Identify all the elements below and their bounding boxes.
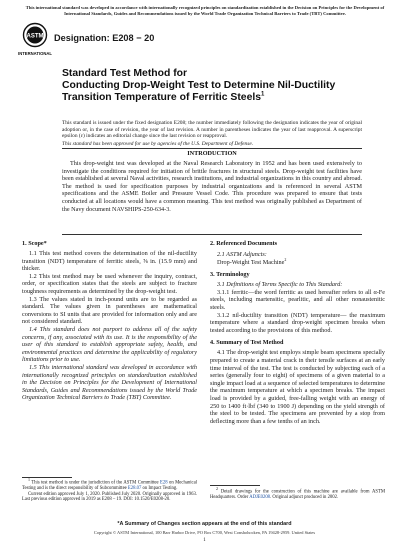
- title-line-1: Standard Test Method for: [62, 68, 188, 79]
- approved-note: This standard has been approved for use by agencies of the U.S. Department of Defense.: [62, 141, 254, 147]
- astm-adjuncts-label: 2.1 ASTM Adjuncts:: [217, 251, 267, 258]
- footnote-1-text-a: This test method is under the jurisdiction of the ASTM Committee: [31, 480, 159, 486]
- logo-text: INTERNATIONAL: [18, 51, 52, 56]
- adjunct-item: [210, 256, 385, 267]
- left-column: [22, 240, 197, 402]
- title-line-3-text: Transition Temperature of Ferritic Steels: [62, 92, 262, 104]
- svg-text:ASTM: ASTM: [26, 33, 44, 40]
- introduction-heading: INTRODUCTION: [187, 150, 237, 157]
- paragraph-1-2: 1.2 This test method may be used whenever the inquiry, contract, order, or specification states that the steels are subject to fracture toughness requirements as determined by the drop-weight test.: [22, 272, 197, 295]
- paragraph-3-1-1: 3.1.1 ferritic—the word ferritic as used hereafter refers to all α-Fe steels, including martensitic, pearlitic, and all other nonaustenitic steels.: [210, 288, 385, 311]
- paragraph-3-1: 3.1 Definitions of Terms Specific to This Standard:: [217, 281, 343, 289]
- paragraph-4-1: 4.1 The drop-weight test employs simple beam specimens specially prepared to create a material crack in their tensile surfaces at an early time interval of the test. The test is conducted by subjecting each of a series (generally four to eight) of specimens of a given material to a single impact load at a sequence of selected temperatures to determine the maximum temperature at which a specimen breaks. The impact load is provided by a guided, free-falling weight with an energy of 250 to 1400 ft·lbf (340 to 1900 J) depending on the yield strength of the steel to be tested. The specimens are prevented by a stop from deflecting more than a few tenths of an inch.: [210, 349, 385, 425]
- footnote-1-jurisdiction: 1 This test method is under the jurisdiction of the ASTM Committee E28 on Mechanical Testing and is the direct responsibility of Subcommittee E28.07 on Impact Testing.: [22, 477, 198, 492]
- referenced-documents-heading: 2. Referenced Documents: [210, 240, 278, 247]
- footnote-2: 2 Detail drawings for the construction of this machine are available from ASTM Headquarters. Order ADJE0208. Original adjunct produced in 2002.: [210, 486, 386, 501]
- top-notice: This international standard was developed in accordance with internationally recognized principles on standardization established in the Decision on Principles for the Development of International Standards, Guides and Recommendations issued by the World Trade Organization Technical Barriers to Trade (TBT) Committee.: [25, 5, 385, 16]
- astm-logo: [18, 22, 52, 60]
- adjunct-adje0208-link[interactable]: ADJE0208: [249, 495, 271, 501]
- title-line-3: [62, 92, 362, 104]
- footnote-2-text-a: Detail drawings for the construction of this machine are available from ASTM Headquarters. Order: [210, 489, 386, 501]
- subcommittee-e28-07-link[interactable]: E28.07: [127, 486, 142, 492]
- paragraph-1-5: 1.5 This international standard was developed in accordance with internationally recognized principles on standardization established in the Decision on Principles for the Development of International Standards, Guides and Recommendations issued by the World Trade Organization Technical Barriers to Trade (TBT) Committee.: [22, 363, 197, 402]
- standard-note: This standard is issued under the fixed designation E208; the number immediately following the designation indicates the year of original adoption or, in the case of revision, the year of last revision. A number in parentheses indicates the year of last reapproval. A superscript epsilon (ε) indicates an editorial change since the last revision or reapproval.: [62, 120, 362, 140]
- terminology-heading: 3. Terminology: [210, 271, 250, 279]
- footnote-1-text-b: on Mechanical Testing and is the direct responsibility of Subcommittee: [22, 480, 198, 492]
- paragraph-1-4: 1.4 This standard does not purport to address all of the safety concerns, if any, associated with its use. It is the responsibility of the user of this standard to establish appropriate safety, health, and environmental practices and determine the applicability of regulatory limitations prior to use.: [22, 325, 197, 364]
- astm-logo-icon: [18, 22, 52, 60]
- title-block: [62, 68, 362, 105]
- summary-of-changes-note: *A Summary of Changes section appears at the end of this standard: [117, 521, 292, 527]
- adjunct-machine: Drop-Weight Test Machine: [217, 258, 285, 266]
- footnote-1-text-c: on Impact Testing.: [142, 486, 178, 492]
- scope-heading: 1. Scope*: [22, 240, 47, 247]
- page-number: 1: [203, 538, 206, 543]
- introduction-text: This drop-weight test was developed at the Naval Research Laboratory in 1952 and has been used extensively to investigate the conditions required for initiation of brittle fractures in structural steels. Drop-weight test facilities have been established at several Naval activities, research institutions, and industrial organizations in this country and abroad. The method is used for specification purposes by industrial organizations and is referenced in several ASTM specifications and the ASME Boiler and Pressure Vessel Code. This procedure was prepared to ensure that tests conducted at all locations would have a common meaning. This test method was originally published as Department of the Navy document NAVSHIPS-250-634-3.: [62, 160, 362, 213]
- title-footnote-ref: 1: [261, 91, 265, 98]
- footnote-1: [22, 477, 198, 503]
- footnote-2-text-b: . Original adjunct produced in 2002.: [270, 495, 339, 501]
- designation: Designation: E208 − 20: [54, 33, 155, 43]
- divider: [62, 148, 362, 149]
- paragraph-3-1-2: 3.1.2 nil-ductility transition (NDT) temperature— the maximum temperature where a standard drop-weight specimen breaks when tested according to the provisions of this method.: [210, 311, 385, 334]
- footnote-1-edition: Current edition approved July 1, 2020. Published July 2020. Originally approved in 1963. Last previous edition approved in 2019 as E208 – 19. DOI: 10.1520/E0208-20.: [22, 491, 197, 503]
- copyright-line: Copyright © ASTM International, 100 Barr Harbor Drive, PO Box C700, West Conshohocken, PA 19428-2959. United States: [93, 530, 316, 535]
- committee-e28-link[interactable]: E28: [160, 480, 168, 486]
- paragraph-2-1: [210, 251, 385, 259]
- title-line-2: Conducting Drop-Weight Test to Determine Nil-Ductility: [62, 80, 336, 92]
- divider: [62, 234, 362, 235]
- summary-heading: 4. Summary of Test Method: [210, 339, 284, 347]
- paragraph-1-3: 1.3 The values stated in inch-pound units are to be regarded as standard. The values given in parentheses are mathematical conversions to SI units that are provided for information only and are not considered standard.: [22, 295, 197, 326]
- paragraph-1-1: 1.1 This test method covers the determination of the nil-ductility transition (NDT) temperature of ferritic steels, ⅝ in. (15.9 mm) and thicker.: [22, 250, 197, 273]
- right-column: [210, 240, 385, 425]
- adjunct-footnote-ref: 2: [284, 256, 287, 262]
